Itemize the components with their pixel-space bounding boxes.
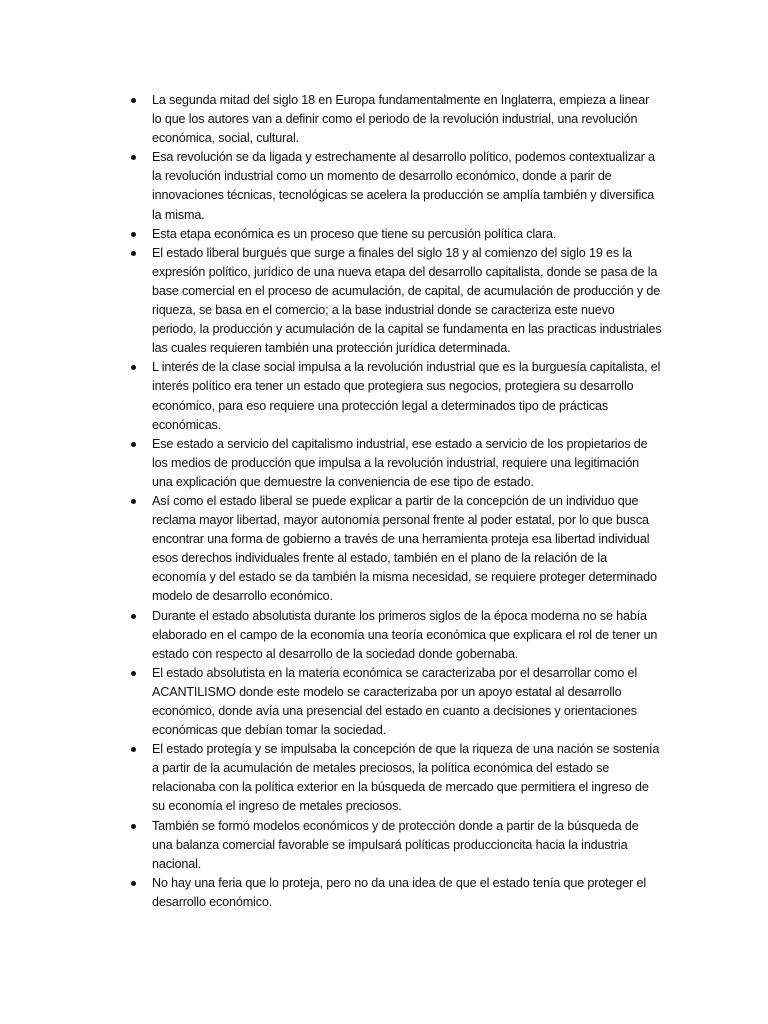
bullet-item <box>130 148 662 224</box>
bullet-text: El estado protegía y se impulsaba la concepción de que la riqueza de una nación se sostenía a partir de la acumulación de metales preciosos, la política económica del estado se relacionaba con la política exterior en la búsqueda de mercado que permitiera el ingreso de su economía el ingreso de metales preciosos. <box>152 742 660 814</box>
bullet-item <box>130 874 662 912</box>
bullet-dot-icon <box>131 442 136 447</box>
bullet-text: La segunda mitad del siglo 18 en Europa fundamentalmente en Inglaterra, empieza a linear lo que los autores van a definir como el periodo de la revolución industrial, una revolución económica, social, cultural. <box>152 93 650 146</box>
bullet-dot-icon <box>131 614 136 619</box>
bullet-item <box>130 740 662 816</box>
bullet-item <box>130 664 662 740</box>
bullet-item <box>130 435 662 492</box>
bullet-text: Ese estado a servicio del capitalismo industrial, ese estado a servicio de los propietarios de los medios de producción que impulsa a la revolución industrial, requiere una legitimación una explicación que demuestre la conveniencia de ese tipo de estado. <box>152 436 648 489</box>
bullet-text: El estado absolutista en la materia económica se caracterizaba por el desarrollar como el ACANTILISMO donde este modelo se caracterizaba por un apoyo estatal al desarrollo económico, donde avía una presencial del estado en cuanto a decisiones y orientaciones económicas que debían tomar la sociedad. <box>152 665 638 738</box>
bullet-dot-icon <box>131 881 136 886</box>
bullet-text: Esa revolución se da ligada y estrechamente al desarrollo político, podemos contextualizar a la revolución industrial como un momento de desarrollo económico, donde a parir de innovaciones técnicas, tecnológicas se acelera la producción se amplía también y diversifica la misma. <box>152 150 655 222</box>
bullet-text: Así como el estado liberal se puede explicar a partir de la concepción de un individuo que reclama mayor libertad, mayor autonomía personal frente al poder estatal, por lo que busca encontrar una forma de gobierno a través de una herramienta proteja esa libertad individual esos derechos individuales frente al estado, también en el plano de la relación de la economía y del estado se da también la misma necesidad, se requiere proteger determinado modelo de desarrollo económico. <box>152 493 657 604</box>
bullet-dot-icon <box>131 232 136 237</box>
bullet-text: L interés de la clase social impulsa a la revolución industrial que es la burguesía capitalista, el interés político era tener un estado que protegiera sus negocios, protegiera su desarrollo económico, para eso requiere una protección legal a determinados tipo de prácticas económicas. <box>152 360 661 432</box>
bullet-item <box>130 607 662 664</box>
bullet-item <box>130 492 662 607</box>
bullet-item <box>130 225 662 244</box>
bullet-dot-icon <box>131 365 136 370</box>
bullet-dot-icon <box>131 98 136 103</box>
bullet-list <box>130 91 662 912</box>
bullet-dot-icon <box>131 671 136 676</box>
bullet-text: Durante el estado absolutista durante los primeros siglos de la época moderna no se había elaborado en el campo de la economía una teoría económica que explicara el rol de tener un estado con respecto al desarrollo de la sociedad donde gobernaba. <box>152 608 658 661</box>
bullet-dot-icon <box>131 747 136 752</box>
bullet-item <box>130 358 662 434</box>
bullet-dot-icon <box>131 824 136 829</box>
bullet-text: No hay una feria que lo proteja, pero no da una idea de que el estado tenía que proteger el desarrollo económico. <box>152 875 646 909</box>
bullet-item <box>130 817 662 874</box>
bullet-text: También se formó modelos económicos y de protección donde a partir de la búsqueda de una balanza comercial favorable se impulsará políticas produccioncita hacia la industria nacional. <box>152 818 639 871</box>
bullet-dot-icon <box>131 499 136 504</box>
bullet-text: El estado liberal burgués que surge a finales del siglo 18 y al comienzo del siglo 19 es la expresión político, jurídico de una nueva etapa del desarrollo capitalista, donde se pasa de la base comercial en el proceso de acumulación, de capital, de acumulación de producción y de riqueza, se basa en el comercio; a la base industrial donde se caracteriza este nuevo periodo, la producción y acumulación de la capital se fundamenta en las practicas industriales las cuales requieren también una protección jurídica determinada. <box>152 245 662 356</box>
bullet-item <box>130 91 662 148</box>
bullet-dot-icon <box>131 155 136 160</box>
bullet-dot-icon <box>131 251 136 256</box>
bullet-item <box>130 244 662 359</box>
bullet-text: Esta etapa económica es un proceso que tiene su percusión política clara. <box>152 226 557 241</box>
